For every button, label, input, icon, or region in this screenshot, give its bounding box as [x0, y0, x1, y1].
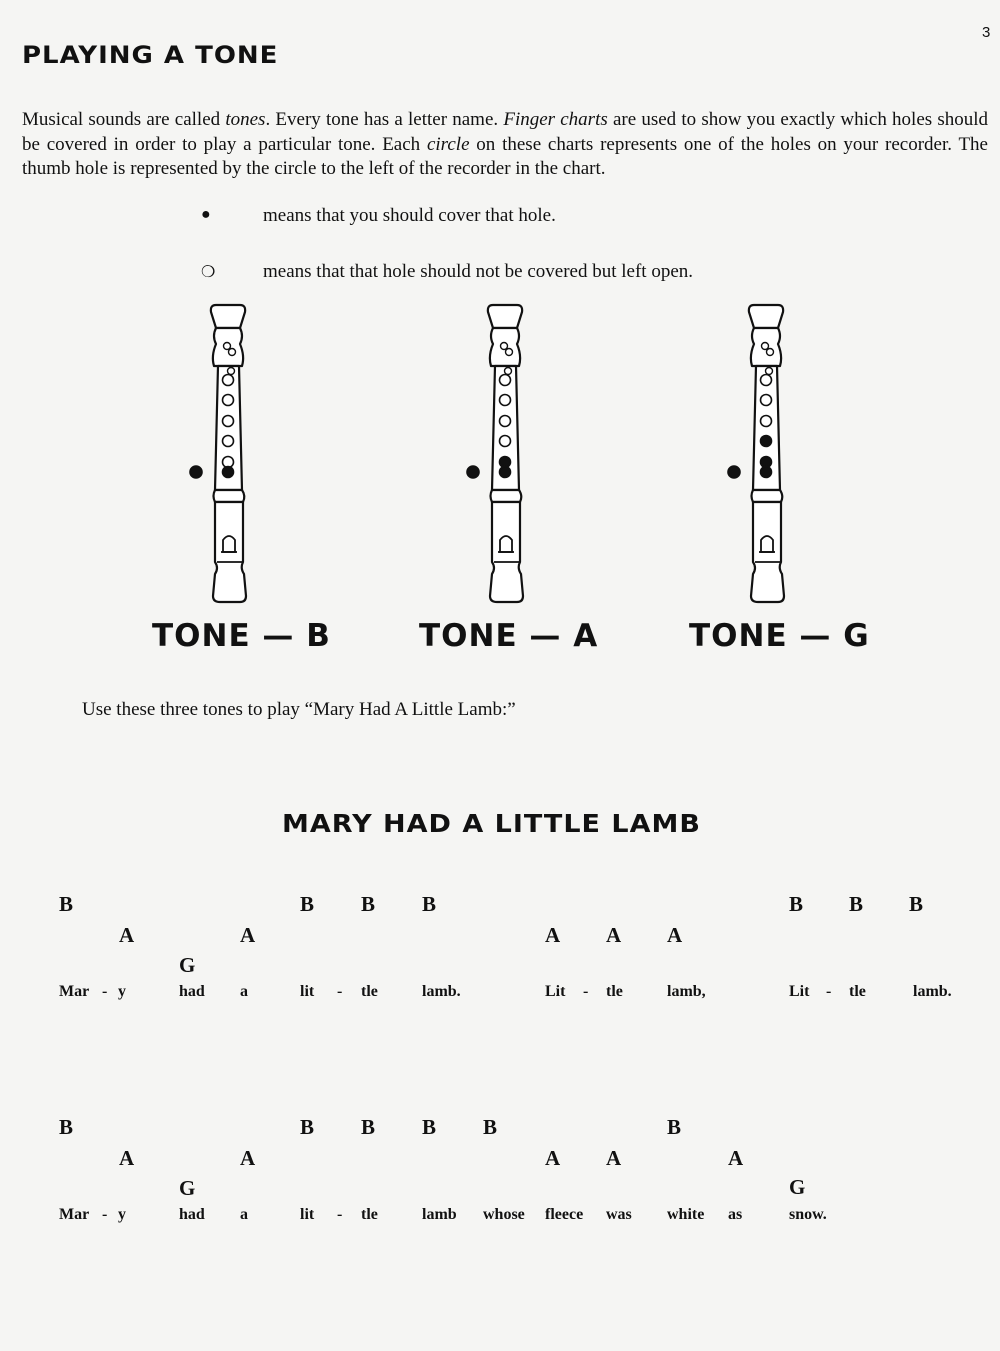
song-lyric: Mar [59, 983, 90, 1000]
song-title: MARY HAD A LITTLE LAMB [282, 810, 701, 839]
intro-text: Musical sounds are called [22, 109, 226, 130]
finger-chart-b [186, 300, 266, 610]
covered-hole-icon [500, 467, 511, 478]
song-lyric: tle [361, 1206, 378, 1223]
song-lyric: y [118, 983, 126, 1000]
song-note: B [422, 892, 437, 916]
song-lyric: lamb, [667, 983, 706, 1000]
song-note: B [422, 1115, 437, 1139]
song-lyric: Lit [789, 983, 810, 1000]
song-note: B [667, 1115, 682, 1139]
song-lyric: as [728, 1206, 743, 1223]
song-lyric: snow. [789, 1206, 827, 1223]
song-lyric: - [102, 983, 108, 1000]
song-note: G [179, 953, 196, 977]
page-title: PLAYING A TONE [22, 42, 279, 70]
recorder-mouthpiece [749, 305, 783, 328]
song-lyric: Lit [545, 983, 566, 1000]
recorder-window [500, 536, 512, 552]
vent-hole-icon [506, 349, 513, 356]
song-note: G [179, 1176, 196, 1200]
song-lyric: Mar [59, 1206, 90, 1223]
song-lyric: a [240, 983, 248, 1000]
intro-text: on these charts represents one of the holes on your recorder. The thumb hole is represented by the circle to the left of the recorder in the chart. [22, 133, 988, 179]
open-hole-icon [761, 395, 772, 406]
song-lyric: lamb [422, 1206, 457, 1223]
song-note: B [361, 1115, 376, 1139]
song-lyric: tle [849, 983, 866, 1000]
open-hole-icon [761, 375, 772, 386]
song-note: A [119, 923, 135, 947]
recorder-window [761, 536, 773, 552]
intro-term-tones: tones [225, 109, 266, 130]
song-note: B [59, 1115, 74, 1139]
song-note: B [789, 892, 804, 916]
open-hole-icon [500, 436, 511, 447]
vent-hole-icon [762, 343, 769, 350]
song-lyric: white [667, 1206, 705, 1223]
page-number: 3 [982, 24, 991, 41]
recorder-mouthpiece [488, 305, 522, 328]
intro-term-finger-charts: Finger charts [503, 109, 608, 130]
song-note: A [545, 923, 561, 947]
vent-hole-icon [766, 368, 773, 375]
song-lyric: tle [361, 983, 378, 1000]
covered-hole-icon [761, 436, 772, 447]
song-lyric: was [606, 1206, 632, 1223]
tone-b-label: TONE — B [152, 618, 331, 654]
covered-hole-icon [223, 467, 234, 478]
covered-hole-icon [761, 467, 772, 478]
song-note: A [606, 923, 622, 947]
finger-chart-a [463, 300, 543, 610]
song-lyric: a [240, 1206, 248, 1223]
song-note: A [606, 1146, 622, 1170]
song-note: B [483, 1115, 498, 1139]
open-hole-icon [761, 416, 772, 427]
intro-term-circle: circle [426, 133, 470, 155]
song-lyric: - [583, 983, 589, 1000]
covered-hole-icon: ● [201, 206, 211, 223]
vent-hole-icon [505, 368, 512, 375]
tone-a-label: TONE — A [419, 618, 599, 654]
vent-hole-icon [767, 349, 774, 356]
vent-hole-icon [224, 343, 231, 350]
song-lyric: lit [300, 1206, 315, 1223]
song-lyric: y [118, 1206, 126, 1223]
song-note: B [300, 1115, 315, 1139]
song-note: B [59, 892, 74, 916]
instruction-text: Use these three tones to play “Mary Had A Little Lamb:” [82, 699, 516, 720]
open-hole-icon [500, 395, 511, 406]
thumb-hole-covered-icon [467, 466, 479, 478]
song-note: A [240, 1146, 256, 1170]
song-note: A [119, 1146, 135, 1170]
song-lyric: - [337, 1206, 343, 1223]
tone-g-label: TONE — G [689, 618, 870, 654]
song-note: A [667, 923, 683, 947]
song-lyric: - [102, 1206, 108, 1223]
recorder-ring [214, 490, 245, 502]
song-lyric: had [179, 1206, 205, 1223]
song-lyric: fleece [545, 1206, 584, 1223]
song-lyric: - [337, 983, 343, 1000]
thumb-hole-covered-icon [728, 466, 740, 478]
open-hole-icon [223, 416, 234, 427]
open-hole-icon [223, 395, 234, 406]
open-hole-icon [500, 416, 511, 427]
thumb-hole-covered-icon [190, 466, 202, 478]
open-hole-icon [223, 436, 234, 447]
legend-covered-text: means that you should cover that hole. [263, 205, 556, 226]
song-lyric: had [179, 983, 205, 1000]
song-note: B [909, 892, 924, 916]
intro-text: are used to show you exactly which holes should be covered in order to play a particular tone. Each [22, 109, 989, 155]
song-note: A [728, 1146, 744, 1170]
vent-hole-icon [229, 349, 236, 356]
intro-text: . Every tone has a letter name. [265, 109, 504, 130]
recorder-mouthpiece [211, 305, 245, 328]
song-lyric: lit [300, 983, 315, 1000]
intro-paragraph [22, 108, 988, 182]
open-hole-icon: ❍ [201, 264, 216, 281]
vent-hole-icon [501, 343, 508, 350]
finger-chart-g [724, 300, 804, 610]
song-lyric: tle [606, 983, 623, 1000]
song-lyric: - [826, 983, 832, 1000]
recorder-ring [752, 490, 783, 502]
song-note: A [240, 923, 256, 947]
open-hole-icon [223, 375, 234, 386]
vent-hole-icon [228, 368, 235, 375]
song-note: G [789, 1175, 806, 1199]
song-note: B [361, 892, 376, 916]
song-lyric: lamb. [913, 983, 952, 1000]
recorder-window [223, 536, 235, 552]
song-note: B [300, 892, 315, 916]
recorder-ring [491, 490, 522, 502]
open-hole-icon [500, 375, 511, 386]
song-lyric: whose [483, 1206, 525, 1223]
legend-open-text: means that that hole should not be covered but left open. [263, 261, 694, 282]
song-note: A [545, 1146, 561, 1170]
song-lyric: lamb. [422, 983, 461, 1000]
song-note: B [849, 892, 864, 916]
